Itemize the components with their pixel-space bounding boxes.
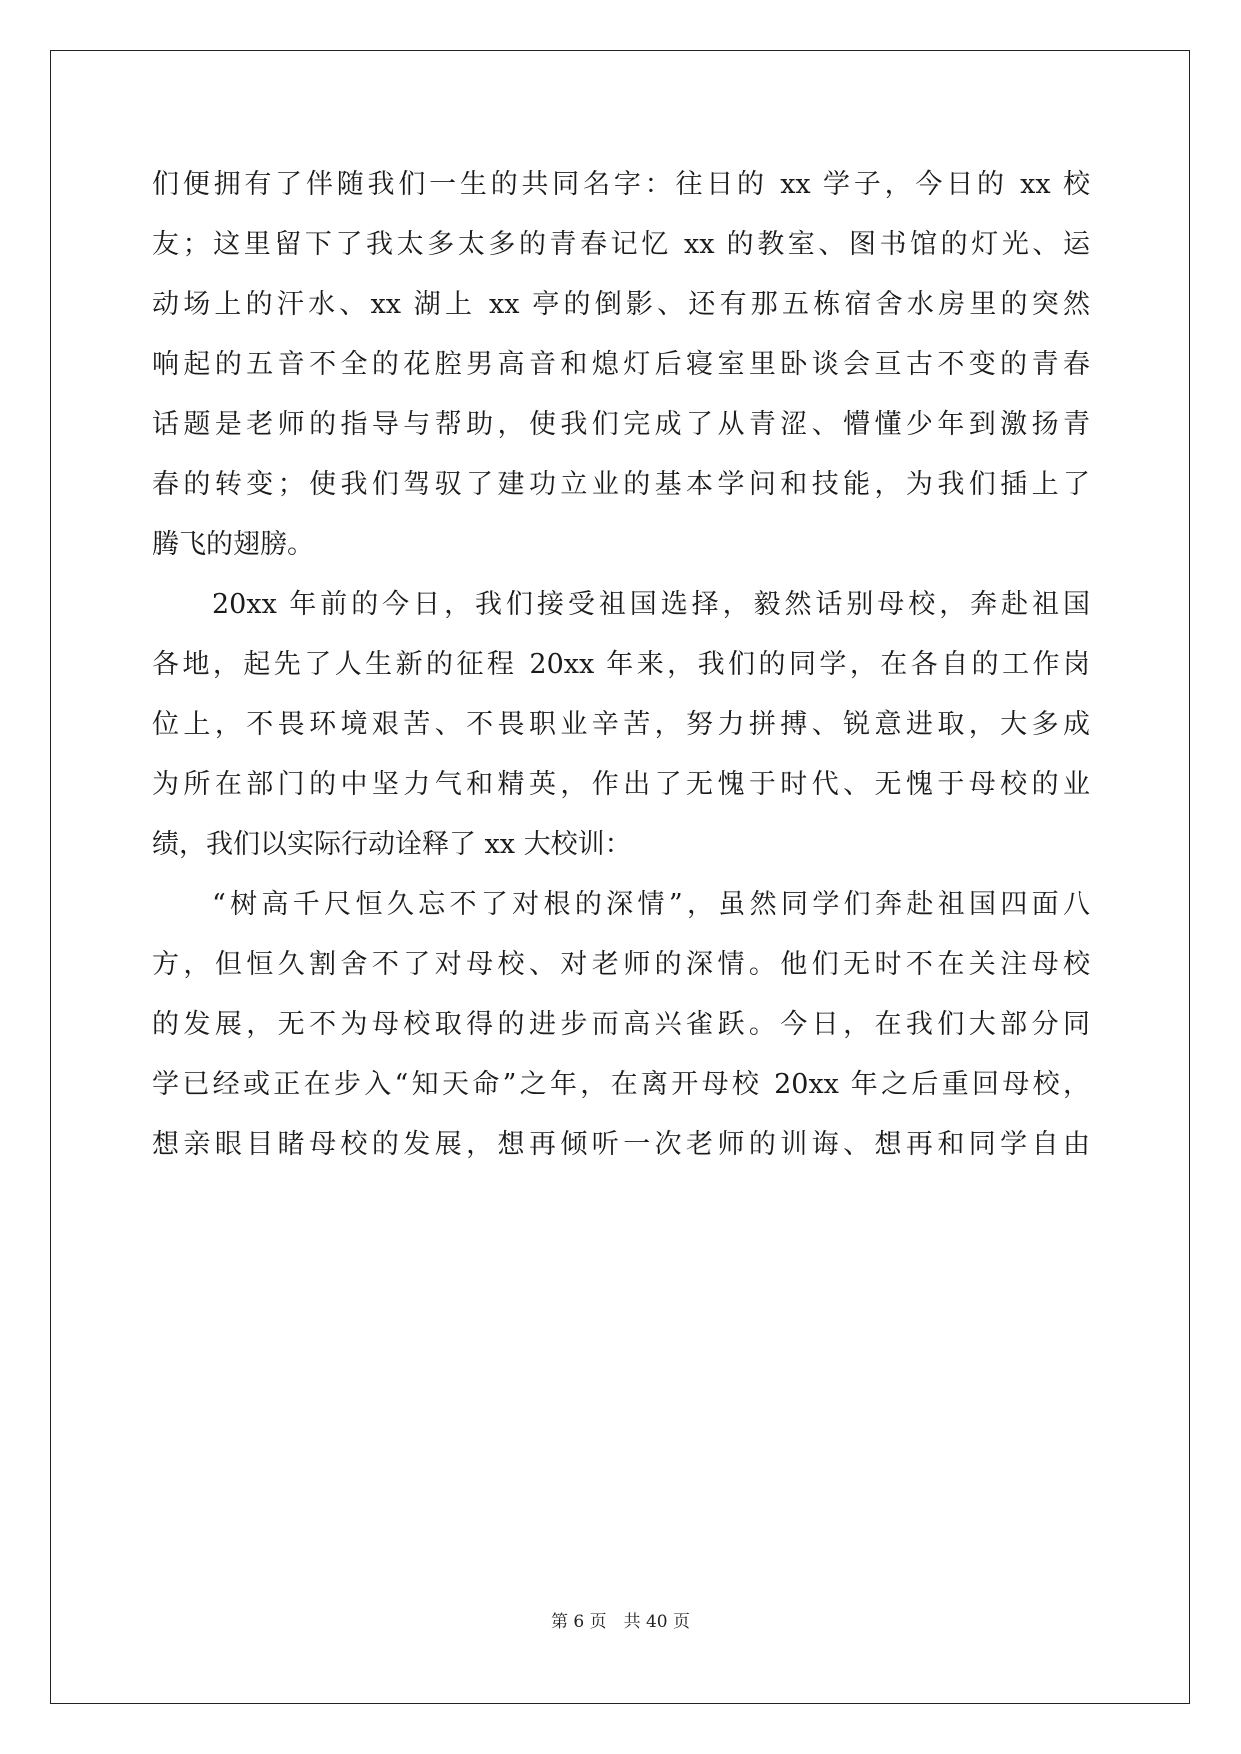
text-line: 动场上的汗水、xx 湖上 xx 亭的倒影、还有那五栋宿舍水房里的突然 bbox=[152, 289, 1090, 320]
text-line: 绩，我们以实际行动诠释了 xx 大校训： bbox=[152, 829, 632, 860]
text-line: 各地，起先了人生新的征程 20xx 年来，我们的同学，在各自的工作岗 bbox=[152, 649, 1090, 680]
paragraph-first-line: 20xx 年前的今日，我们接受祖国选择，毅然话别母校，奔赴祖国 bbox=[212, 589, 1090, 620]
text-line: 的发展，无不为母校取得的进步而高兴雀跃。今日，在我们大部分同 bbox=[152, 1009, 1090, 1040]
document-body bbox=[152, 155, 1090, 1175]
page-number: 第 6 页 共 40 页 bbox=[550, 1612, 691, 1632]
text-line: 响起的五音不全的花腔男高音和熄灯后寝室里卧谈会亘古不变的青春 bbox=[152, 349, 1090, 380]
text-line: 学已经或正在步入“知天命”之年，在离开母校 20xx 年之后重回母校， bbox=[152, 1069, 1090, 1100]
text-line: 位上，不畏环境艰苦、不畏职业辛苦，努力拼搏、锐意进取，大多成 bbox=[152, 709, 1090, 740]
text-line: 为所在部门的中坚力气和精英，作出了无愧于时代、无愧于母校的业 bbox=[152, 769, 1090, 800]
paragraph-first-line: “树高千尺恒久忘不了对根的深情”，虽然同学们奔赴祖国四面八 bbox=[212, 889, 1090, 920]
text-line: 方，但恒久割舍不了对母校、对老师的深情。他们无时不在关注母校 bbox=[152, 949, 1090, 980]
text-line: 春的转变；使我们驾驭了建功立业的基本学问和技能，为我们插上了 bbox=[152, 469, 1090, 500]
text-line: 友；这里留下了我太多太多的青春记忆 xx 的教室、图书馆的灯光、运 bbox=[152, 229, 1090, 260]
text-line: 们便拥有了伴随我们一生的共同名字：往日的 xx 学子，今日的 xx 校 bbox=[152, 169, 1090, 200]
text-line: 想亲眼目睹母校的发展，想再倾听一次老师的训诲、想再和同学自由 bbox=[152, 1129, 1090, 1160]
text-line: 话题是老师的指导与帮助，使我们完成了从青涩、懵懂少年到激扬青 bbox=[152, 409, 1090, 440]
text-line: 腾飞的翅膀。 bbox=[152, 529, 314, 560]
